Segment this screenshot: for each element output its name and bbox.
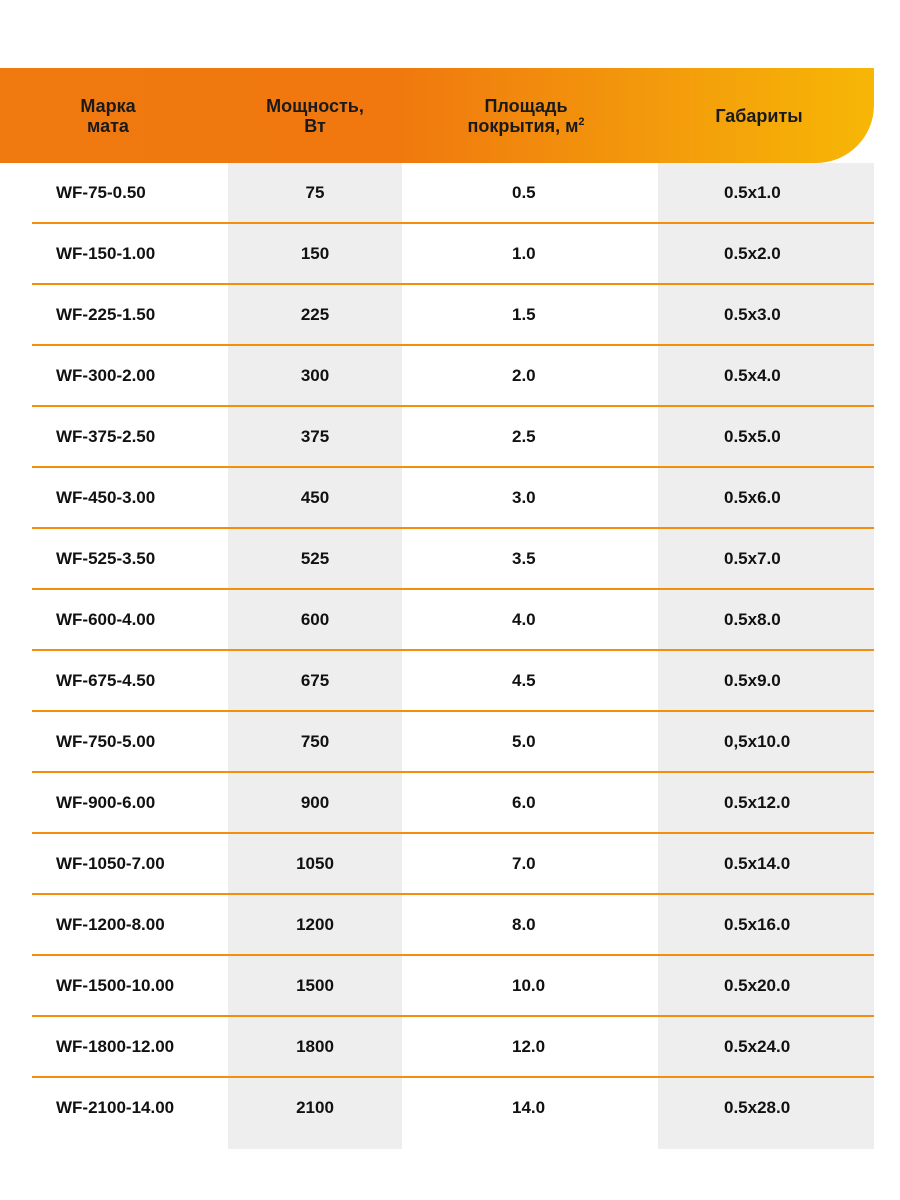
table-row xyxy=(32,834,874,895)
cell-area: 0.5 xyxy=(512,182,536,202)
cell-power: 600 xyxy=(300,609,330,629)
cell-area: 2.0 xyxy=(512,365,536,385)
table-row xyxy=(32,529,874,590)
cell-size: 0.5x20.0 xyxy=(724,975,791,995)
cell-brand: WF-675-4.50 xyxy=(56,670,156,690)
table-row xyxy=(32,651,874,712)
cell-size: 0.5x6.0 xyxy=(724,487,781,507)
cell-area: 6.0 xyxy=(512,792,536,812)
cell-power: 1500 xyxy=(296,975,334,995)
cell-size: 0.5x16.0 xyxy=(724,914,791,934)
header-size xyxy=(658,68,860,163)
table-row xyxy=(32,163,874,224)
header-power xyxy=(228,68,402,163)
cell-power: 375 xyxy=(300,426,330,446)
spec-table xyxy=(0,68,874,1149)
header-brand-label: Марка мата xyxy=(80,95,136,136)
cell-area: 3.0 xyxy=(512,487,536,507)
cell-brand: WF-900-6.00 xyxy=(56,792,156,812)
cell-brand: WF-225-1.50 xyxy=(56,304,156,324)
cell-power: 900 xyxy=(300,792,330,812)
table-row xyxy=(32,773,874,834)
header-area-sup: 2 xyxy=(578,115,585,128)
cell-area: 10.0 xyxy=(512,975,546,995)
cell-size: 0.5x9.0 xyxy=(724,670,781,690)
cell-size: 0.5x12.0 xyxy=(724,792,791,812)
cell-size: 0.5x8.0 xyxy=(724,609,781,629)
cell-power: 675 xyxy=(300,670,330,690)
cell-brand: WF-1050-7.00 xyxy=(56,853,165,873)
cell-power: 1800 xyxy=(296,1036,334,1056)
cell-size: 0.5x1.0 xyxy=(724,182,781,202)
header-area-line2 xyxy=(467,116,584,136)
header-size-label: Габариты xyxy=(715,105,803,126)
cell-area: 3.5 xyxy=(512,548,536,568)
cell-brand: WF-150-1.00 xyxy=(56,243,156,263)
cell-size: 0.5x2.0 xyxy=(724,243,781,263)
table-row xyxy=(32,468,874,529)
cell-power: 450 xyxy=(300,487,330,507)
table-row xyxy=(32,407,874,468)
cell-brand: WF-600-4.00 xyxy=(56,609,156,629)
cell-power: 750 xyxy=(300,731,330,751)
cell-brand: WF-2100-14.00 xyxy=(56,1097,175,1117)
cell-area: 14.0 xyxy=(512,1097,546,1117)
header-area-line2-text: покрытия, м xyxy=(467,115,579,136)
cell-brand: WF-1800-12.00 xyxy=(56,1036,175,1056)
table-body xyxy=(0,163,874,1149)
cell-power: 2100 xyxy=(296,1097,334,1117)
cell-area: 12.0 xyxy=(512,1036,546,1056)
header-area-line1: Площадь xyxy=(484,95,568,116)
cell-size: 0.5x14.0 xyxy=(724,853,791,873)
cell-brand: WF-375-2.50 xyxy=(56,426,156,446)
cell-size: 0,5x10.0 xyxy=(724,731,791,751)
table-row xyxy=(32,1078,874,1139)
cell-brand: WF-300-2.00 xyxy=(56,365,156,385)
cell-power: 1200 xyxy=(296,914,334,934)
cell-brand: WF-75-0.50 xyxy=(56,182,146,202)
table-row xyxy=(32,712,874,773)
table-row xyxy=(32,956,874,1017)
header-brand xyxy=(40,68,176,163)
cell-power: 225 xyxy=(300,304,330,324)
cell-power: 300 xyxy=(300,365,330,385)
cell-brand: WF-750-5.00 xyxy=(56,731,156,751)
cell-size: 0.5x24.0 xyxy=(724,1036,791,1056)
table-row xyxy=(32,285,874,346)
cell-brand: WF-525-3.50 xyxy=(56,548,156,568)
cell-area: 4.0 xyxy=(512,609,536,629)
header-power-label: Мощность, Вт xyxy=(266,95,364,136)
table-row xyxy=(32,590,874,651)
cell-power: 75 xyxy=(305,182,325,202)
cell-power: 150 xyxy=(300,243,330,263)
table-row xyxy=(32,346,874,407)
cell-power: 525 xyxy=(300,548,330,568)
cell-area: 1.5 xyxy=(512,304,536,324)
cell-area: 7.0 xyxy=(512,853,536,873)
cell-area: 8.0 xyxy=(512,914,536,934)
cell-size: 0.5x4.0 xyxy=(724,365,781,385)
cell-area: 5.0 xyxy=(512,731,536,751)
cell-brand: WF-1200-8.00 xyxy=(56,914,165,934)
header-area xyxy=(428,68,624,163)
cell-size: 0.5x3.0 xyxy=(724,304,781,324)
cell-size: 0.5x28.0 xyxy=(724,1097,791,1117)
table-row xyxy=(32,224,874,285)
cell-area: 2.5 xyxy=(512,426,536,446)
table-header xyxy=(0,68,874,163)
cell-power: 1050 xyxy=(296,853,334,873)
cell-size: 0.5x5.0 xyxy=(724,426,781,446)
table-row xyxy=(32,1017,874,1078)
table-row xyxy=(32,895,874,956)
cell-brand: WF-450-3.00 xyxy=(56,487,156,507)
cell-area: 1.0 xyxy=(512,243,536,263)
cell-area: 4.5 xyxy=(512,670,536,690)
cell-brand: WF-1500-10.00 xyxy=(56,975,175,995)
cell-size: 0.5x7.0 xyxy=(724,548,781,568)
